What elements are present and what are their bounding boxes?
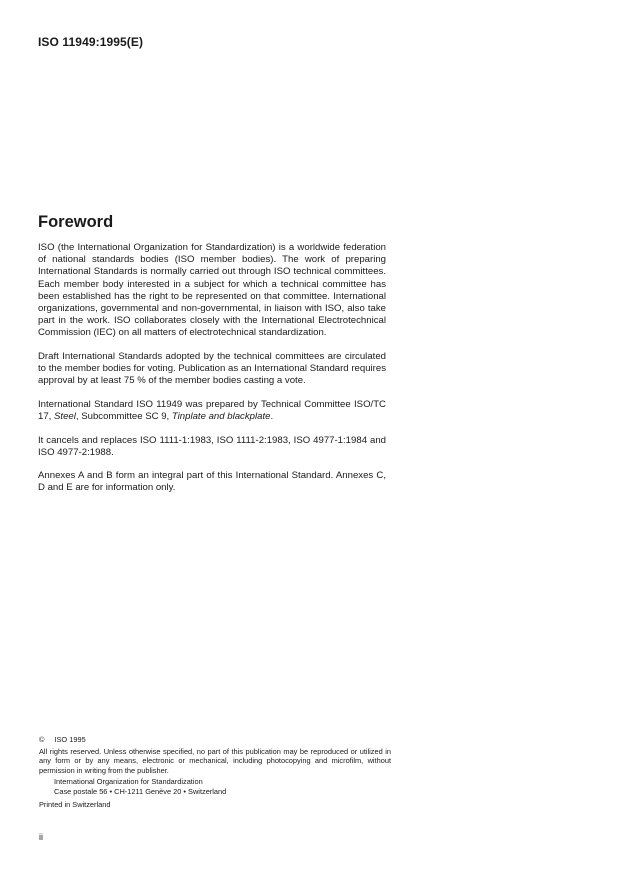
foreword-paragraph-annexes: Annexes A and B form an integral part of this International Standard. Annexes C, D and E are for information only.: [38, 470, 386, 494]
postal-address: Case postale 56 • CH-1211 Genève 20 • Switzerland: [54, 786, 227, 796]
publisher-name: International Organization for Standardization: [54, 777, 203, 787]
copyright-icon: ©: [39, 735, 45, 744]
foreword-paragraph-iso: ISO (the International Organization for Standardization) is a worldwide federation of national standards bodies (ISO member bodies). The work of preparing International Standards is normally carried out through ISO technical committees. Each member body interested in a subject for which a technical committee has been established has the right to be represented on that committee. International organizations, governmental and non-governmental, in liaison with ISO, also take part in the work. ISO collaborates closely with the International Electrotechnical Commission (IEC) on all matters of electrotechnical standardization.: [38, 242, 386, 339]
copyright-block: [39, 735, 391, 809]
foreword-heading: Foreword: [38, 213, 114, 231]
publisher-address: [39, 777, 391, 796]
rights-statement: All rights reserved. Unless otherwise specified, no part of this publication may be reproduced or utilized in any form or by any means, electronic or mechanical, including photocopying and microfilm, without permission in writing from the publisher.: [39, 746, 391, 775]
foreword-body: [38, 242, 386, 505]
prepared-text-end: .: [270, 411, 274, 423]
printed-in: Printed in Switzerland: [39, 799, 111, 809]
copyright-line: [39, 735, 391, 745]
page-number: ii: [39, 832, 43, 842]
document-identifier: ISO 11949:1995(E): [38, 35, 144, 49]
prepared-text-start: International Standard ISO 11949 was prepared by Technical Committee ISO/TC 17,: [38, 399, 386, 423]
committee-name-steel: Steel: [54, 411, 76, 423]
foreword-paragraph-drafts: Draft International Standards adopted by the technical committees are circulated to the member bodies for voting. Publication as an International Standard requires approval by at least 75 % of the member bodies casting a vote.: [38, 350, 386, 387]
foreword-paragraph-replaces: It cancels and replaces ISO 1111-1:1983, ISO 1111-2:1983, ISO 4977-1:1984 and ISO 4977-2:1988.: [38, 434, 386, 458]
copyright-year: ISO 1995: [54, 735, 86, 744]
foreword-paragraph-prepared-by: [38, 399, 386, 423]
prepared-text-middle: , Subcommittee SC 9,: [75, 411, 172, 423]
subcommittee-name: Tinplate and blackplate: [171, 411, 271, 423]
